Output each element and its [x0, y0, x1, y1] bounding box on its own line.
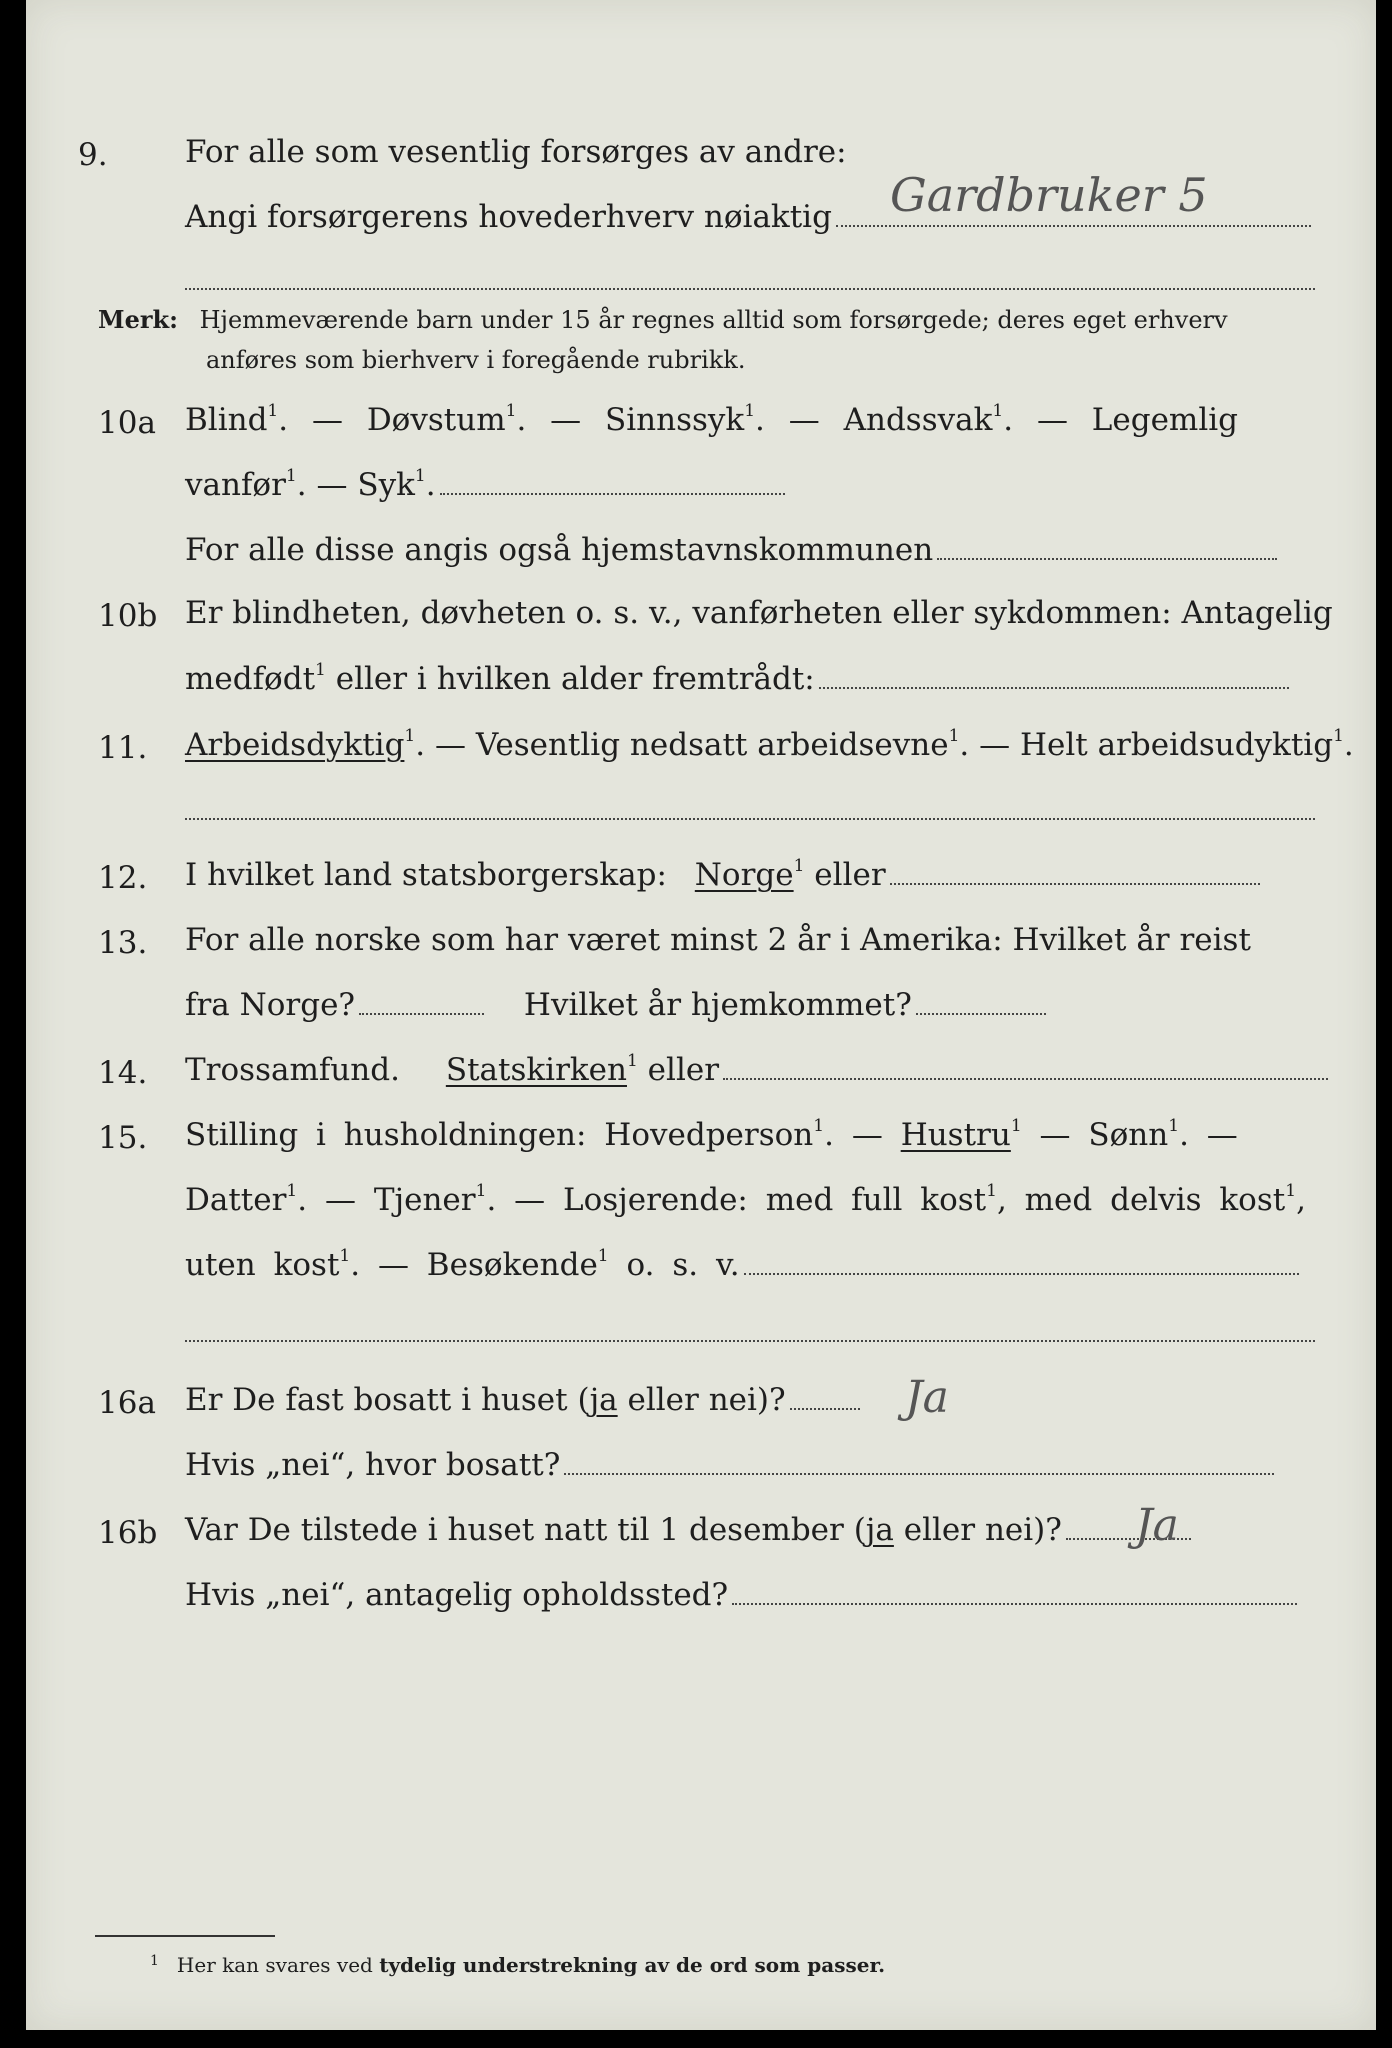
- q12-norge-underlined[interactable]: Norge: [694, 857, 794, 893]
- q10a-andssvak: . — Andssvak: [755, 402, 993, 438]
- footnote-divider: [95, 1935, 275, 1937]
- q10b-number: 10b: [98, 598, 158, 634]
- q15-hustru-underlined[interactable]: Hustru: [900, 1117, 1011, 1153]
- footnote: [150, 1953, 885, 1977]
- q14-number: 14.: [98, 1055, 148, 1091]
- footnote-mark: 1: [150, 1953, 159, 1969]
- q14-statskirken-underlined[interactable]: Statskirken: [445, 1052, 627, 1088]
- q15-tjener[interactable]: . — Tjener: [297, 1182, 476, 1218]
- q15-number: 15.: [98, 1120, 148, 1156]
- q16b-line1: [185, 1512, 1191, 1548]
- q15-full-kost[interactable]: . — Losjerende: med full kost: [486, 1182, 987, 1218]
- sup: 1: [1168, 1116, 1180, 1136]
- q9-number: 9.: [78, 137, 108, 173]
- q15-delvis-kost[interactable]: , med delvis kost: [996, 1182, 1286, 1218]
- q10a-blind: Blind: [185, 402, 268, 438]
- q15-dash2: . —: [1179, 1117, 1238, 1153]
- q16a-bosatt-line[interactable]: [564, 1472, 1274, 1475]
- merk-line2: anføres som bierhverv i foregående rubrikk.: [206, 346, 746, 374]
- sup: 1: [267, 401, 279, 421]
- q11-line: [185, 726, 1354, 763]
- q10a-syk: . — Syk: [296, 467, 415, 503]
- q10a-legemlig: . — Legemlig: [1003, 402, 1239, 438]
- q11-extra-line[interactable]: [185, 818, 1315, 820]
- q10a-number: 10a: [98, 405, 156, 441]
- q13-line2: [185, 987, 1046, 1023]
- footnote-text-b: tydelig understrekning av de ord som passer.: [379, 1953, 886, 1977]
- sup: 1: [597, 1246, 609, 1266]
- q10a-period: .: [425, 467, 436, 503]
- q16a-handwritten-answer: Ja: [905, 1372, 949, 1423]
- q15-besokende[interactable]: . — Besøkende: [350, 1247, 598, 1283]
- q15-extra-line[interactable]: [185, 1340, 1315, 1342]
- q10a-sinnssyk: . — Sinnssyk: [516, 402, 745, 438]
- q13-line1: For alle norske som har været minst 2 år i Amerika: Hvilket år reist: [185, 922, 1251, 958]
- q10b-line1: Er blindheten, døvheten o. s. v., vanførheten eller sykdommen: Antagelig: [185, 595, 1333, 631]
- q10a-syk-answer-line[interactable]: [440, 492, 785, 495]
- q13-hjemkommet: Hvilket år hjemkommet?: [523, 987, 912, 1023]
- q10b-answer-line[interactable]: [819, 686, 1289, 689]
- q9-line1: For alle som vesentlig forsørges av andre:: [185, 134, 847, 170]
- sup: 1: [404, 726, 416, 746]
- q14-answer-line[interactable]: [723, 1077, 1328, 1080]
- q10b-line2: [185, 660, 1289, 697]
- q16b-opholdssted-line[interactable]: [732, 1602, 1297, 1605]
- q14-trossamfund: Trossamfund.: [185, 1052, 400, 1088]
- q11-arbeidsdyktig-underlined[interactable]: Arbeidsdyktig: [185, 727, 405, 763]
- sup: 1: [986, 1181, 997, 1201]
- q10a-hjemstavn-line[interactable]: [937, 557, 1277, 560]
- q11-number: 11.: [98, 730, 148, 766]
- q16a-line2: [185, 1447, 1274, 1483]
- q14-line: [185, 1051, 1328, 1088]
- q16b-eller-nei: eller nei)?: [893, 1512, 1062, 1548]
- q16a-line1: [185, 1382, 860, 1418]
- q10a-hjemstavn: For alle disse angis også hjemstavnskommunen: [185, 532, 934, 568]
- q15-uten-kost[interactable]: uten kost: [185, 1247, 340, 1283]
- sup: 1: [285, 466, 297, 486]
- sup: 1: [1010, 1116, 1022, 1136]
- q12-text: I hvilket land statsborgerskap:: [185, 857, 667, 893]
- q15-line2: [185, 1181, 1306, 1218]
- q14-eller: eller: [637, 1052, 720, 1088]
- q16b-line2: [185, 1577, 1297, 1613]
- q16a-question: Er De fast bosatt i huset (: [185, 1382, 590, 1418]
- q16b-handwritten-answer: Ja: [1135, 1500, 1179, 1551]
- q11-end: .: [1343, 727, 1354, 763]
- sup: 1: [1333, 726, 1344, 746]
- sup: 1: [948, 726, 960, 746]
- q16b-question: Var De tilstede i huset natt til 1 desember (: [185, 1512, 866, 1548]
- q10a-dovstum: . — Døvstum: [278, 402, 506, 438]
- q16b-ja-underlined[interactable]: ja: [865, 1512, 894, 1548]
- q10b-alder: eller i hvilken alder fremtrådt:: [325, 661, 815, 697]
- q12-eller: eller: [804, 857, 886, 893]
- q15-hovedperson[interactable]: Stilling i husholdningen: Hovedperson: [185, 1117, 814, 1153]
- q11-nedsatt[interactable]: . — Vesentlig nedsatt arbeidsevne: [415, 727, 949, 763]
- q15-sonn[interactable]: — Sønn: [1021, 1117, 1169, 1153]
- q16b-number: 16b: [98, 1515, 158, 1551]
- q10a-line2: [185, 466, 785, 503]
- merk-line1: [98, 305, 1228, 334]
- q12-number: 12.: [98, 860, 148, 896]
- q16a-answer-line[interactable]: [790, 1407, 860, 1410]
- q10a-vanfor: vanfør: [185, 467, 286, 503]
- q16a-eller-nei: eller nei)?: [617, 1382, 786, 1418]
- sup: 1: [793, 856, 805, 876]
- q13-number: 13.: [98, 925, 148, 961]
- q9-handwritten-answer: Gardbruker 5: [890, 168, 1208, 222]
- q10a-line1: [185, 401, 1239, 438]
- sup: 1: [1285, 1181, 1297, 1201]
- sup: 1: [992, 401, 1004, 421]
- q15-answer-line[interactable]: [744, 1272, 1299, 1275]
- sup: 1: [626, 1051, 638, 1071]
- q15-osv: o. s. v.: [608, 1247, 740, 1283]
- q9-extra-line[interactable]: [185, 288, 1315, 290]
- sup: 1: [475, 1181, 487, 1201]
- sup: 1: [505, 401, 517, 421]
- q15-comma: ,: [1296, 1182, 1306, 1218]
- sup: 1: [339, 1246, 351, 1266]
- q15-dash: . —: [824, 1117, 883, 1153]
- sup: 1: [744, 401, 756, 421]
- q16a-ja-underlined[interactable]: ja: [589, 1382, 618, 1418]
- merk-text1: Hjemmeværende barn under 15 år regnes alltid som forsørgede; deres eget erhverv: [199, 306, 1228, 334]
- q16a-hvor-bosatt: Hvis „nei“, hvor bosatt?: [185, 1447, 561, 1483]
- q9-line2-text: Angi forsørgerens hovederhverv nøiaktig: [185, 199, 832, 235]
- q13-reist: fra Norge?: [185, 987, 356, 1023]
- q13-reist-line[interactable]: [359, 1012, 484, 1015]
- footnote-text-a: Her kan svares ved: [176, 1953, 380, 1977]
- sup: 1: [813, 1116, 825, 1136]
- q15-line3: [185, 1246, 1299, 1283]
- q16b-opholdssted: Hvis „nei“, antagelig opholdssted?: [185, 1577, 729, 1613]
- q15-line1: [185, 1116, 1238, 1153]
- sup: 1: [286, 1181, 298, 1201]
- q12-line: [185, 856, 1260, 893]
- merk-label: Merk:: [98, 305, 178, 334]
- q10b-medfodt: medfødt: [185, 661, 316, 697]
- q10a-line3: [185, 532, 1277, 568]
- sup: 1: [315, 660, 326, 680]
- q9-answer-line[interactable]: [836, 224, 1311, 227]
- q12-answer-line[interactable]: [890, 882, 1260, 885]
- sup: 1: [414, 466, 426, 486]
- q13-hjemkommet-line[interactable]: [916, 1012, 1046, 1015]
- q15-datter[interactable]: Datter: [185, 1182, 287, 1218]
- q16a-number: 16a: [98, 1385, 156, 1421]
- q11-udyktig[interactable]: . — Helt arbeidsudyktig: [959, 727, 1334, 763]
